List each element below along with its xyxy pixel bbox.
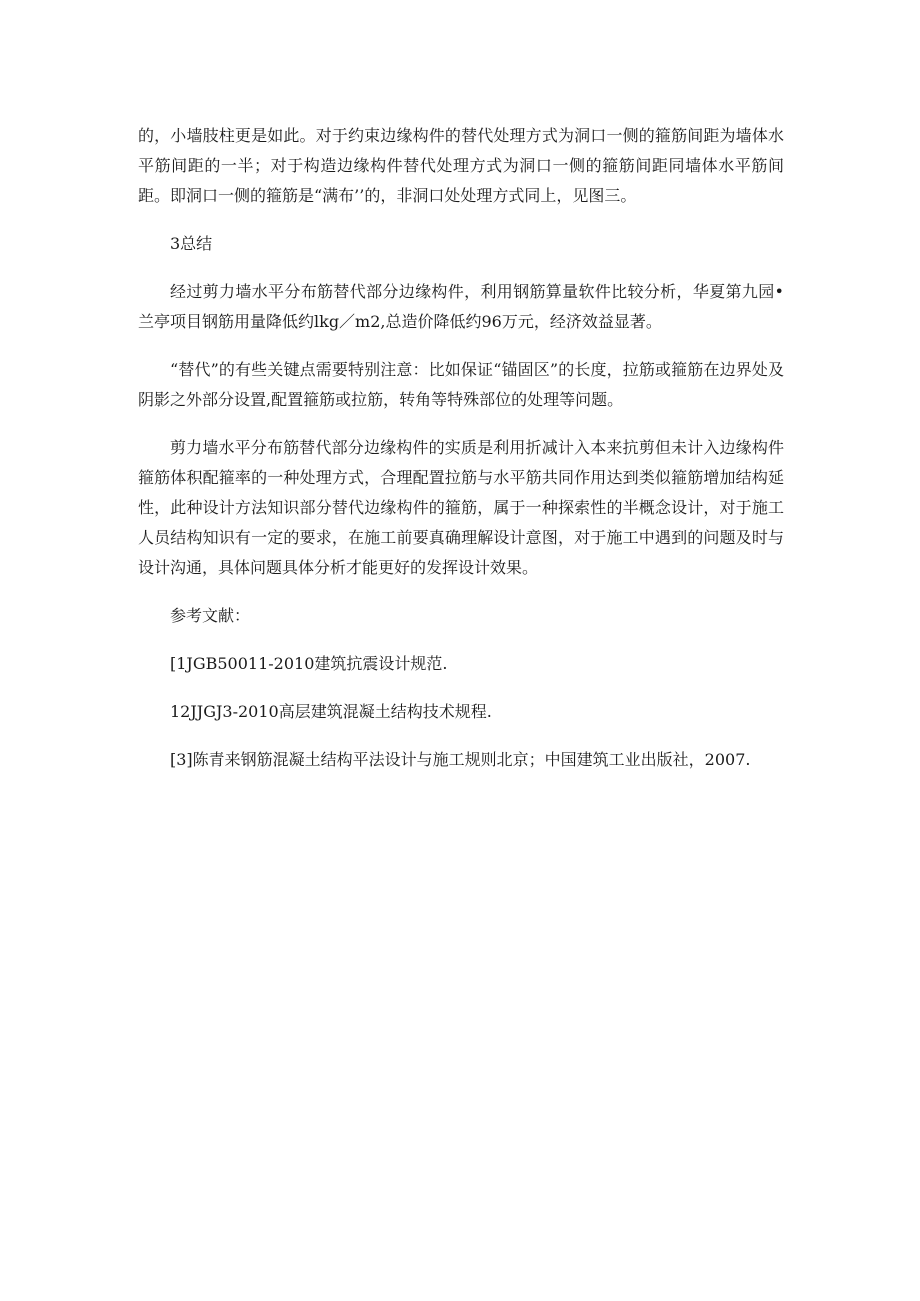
section-heading: 3总结 [170,234,213,253]
summary-paragraph-3: 剪力墙水平分布筋替代部分边缘构件的实质是利用折减计入本来抗剪但未计入边缘构件箍筋体积配箍率的一种处理方式，合理配置拉筋与水平筋共同作用达到类似箍筋增加结构延性，此种设计方法知识部分替代边缘构件的箍筋，属于一种探索性的半概念设计，对于施工人员结构知识有一定的要求，在施工前要真确理解设计意图，对于施工中遇到的问题及时与设计沟通，具体问题具体分析才能更好的发挥设计效果。 [138,438,784,577]
reference-item-3: [3]陈青来钢筋混凝土结构平法设计与施工规则北京；中国建筑工业出版社，2007. [170,750,751,769]
summary-paragraph-1: 经过剪力墙水平分布筋替代部分边缘构件，利用钢筋算量软件比较分析，华夏第九园•兰亭项目钢筋用量降低约lkg／m2,总造价降低约96万元，经济效益显著。 [138,282,784,331]
continuation-paragraph: 的，小墙肢柱更是如此。对于约束边缘构件的替代处理方式为洞口一侧的箍筋间距为墙体水平筋间距的一半；对于构造边缘构件替代处理方式为洞口一侧的箍筋间距同墙体水平筋间距。即洞口一侧的箍筋是“满布’’的，非洞口处处理方式同上，见图三。 [138,126,784,205]
document-page [138,121,784,775]
reference-item-2: 12JJGJ3-2010高层建筑混凝土结构技术规程. [170,702,492,721]
reference-item-1: [1JGB50011-2010建筑抗震设计规范. [170,654,448,673]
references-heading: 参考文献： [170,606,251,625]
summary-paragraph-2: “替代”的有些关键点需要特别注意：比如保证“锚固区”的长度，拉筋或箍筋在边界处及阴影之外部分设置,配置箍筋或拉筋，转角等特殊部位的处理等问题。 [138,360,784,409]
